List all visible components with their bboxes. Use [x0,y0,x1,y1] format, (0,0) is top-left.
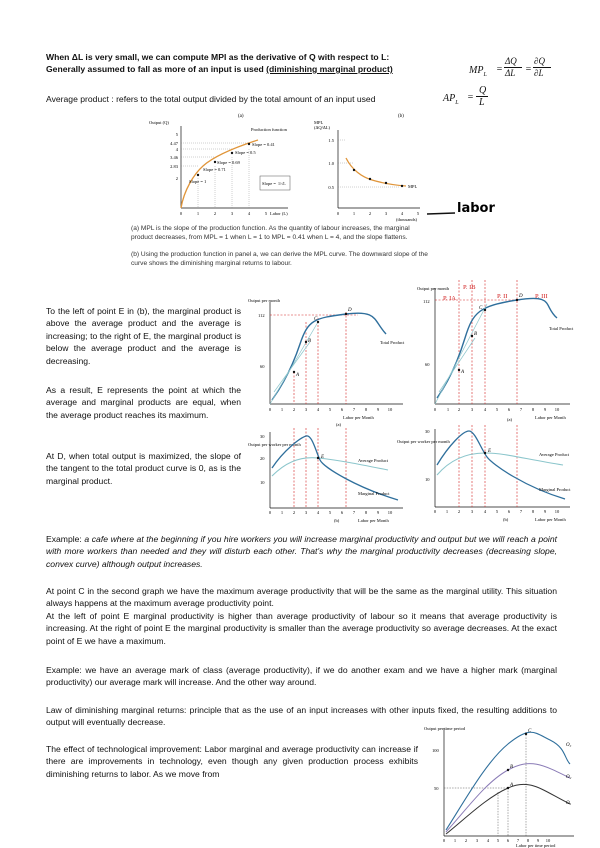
svg-text:4: 4 [483,509,487,514]
svg-text:9: 9 [543,407,547,412]
example-cafe [46,533,557,570]
svg-text:2: 2 [292,407,296,412]
law-diminishing-returns: Law of diminishing marginal returns: principle that as the use of an input increases with other inputs fixed, the resulting additions to output will eventually decrease. [46,705,557,728]
svg-text:0: 0 [442,838,446,843]
point-d: D [348,308,352,313]
fig2-val-60: 60 [260,364,265,369]
mpl-sub: L [483,72,487,78]
example-cafe-text: a cafe where at the beginning if you hire workers you will increase marginal productivity and output but we will reach a point with more workers than needed and they will disturb each other. That's why the marginal productivity decreases (decreasing slope, convex curve) although output increases. [46,534,557,569]
svg-text:6: 6 [340,510,344,515]
svg-text:4: 4 [316,510,320,515]
phase-ii: P. II [497,293,508,300]
svg-text:5: 5 [328,407,332,412]
intro-line-2-text: Generally assumed to fall as more of an input is used [46,64,267,74]
handwritten-text: labor [457,201,495,216]
svg-text:8: 8 [364,510,368,515]
mpl-lhs: MP [469,65,484,76]
mpl-eq1: = [496,64,503,75]
fig3-top-tag: (a) [507,417,512,422]
intro-line-1: When ΔL is very small, we can compute MPl as the derivative of Q with respect to L: [46,52,390,62]
mpl-eq2: = [525,64,532,75]
figure1-panel-a [148,112,298,222]
fig2b-ylabel: Output per worker per month [248,442,301,447]
fig3-total-product: Total Product [549,326,574,331]
xa-tick: 3 [230,211,234,216]
fig4-val-50: 50 [434,786,439,791]
svg-text:3: 3 [470,407,474,412]
svg-text:3: 3 [475,838,479,843]
svg-text:5: 5 [496,838,500,843]
svg-text:1: 1 [280,510,284,515]
fig3-bottom-tag: (b) [503,517,509,522]
yb-tick: 0.5 [328,185,334,190]
apl-formula: $AP_L$ = Q L [443,85,487,108]
svg-text:0: 0 [433,407,437,412]
svg-text:3: 3 [470,509,474,514]
svg-text:3: 3 [304,510,308,515]
point-b: B [308,339,312,344]
panel-a-ylabel: Output (Q) [149,120,169,125]
slope-1: Slope = 1 [189,179,207,184]
apl-den: L [479,97,485,108]
fig2b-labor-label: Labor per Month [358,518,389,523]
svg-text:8: 8 [526,838,530,843]
svg-text:10: 10 [554,509,560,514]
svg-text:4: 4 [486,838,490,843]
para-point-d: At D, when total output is maximized, the slope of the tangent to the total product curve is 0, as is the marginal product. [46,451,241,486]
slope-box-label: Slope = [262,181,276,186]
phase-ib: P. IB [463,284,476,291]
svg-text:4: 4 [316,407,320,412]
phase-iii: P. III [535,293,548,300]
ya-tick: 3.46 [170,155,178,160]
fig4-curve-o2: O₂ [566,775,572,780]
mpl-d2: ∂L [534,68,544,78]
svg-text:10: 10 [387,407,393,412]
ya-tick: 5 [175,132,178,137]
svg-text:C: C [479,306,483,311]
fig2b-val-20: 20 [260,456,265,461]
svg-text:8: 8 [531,509,535,514]
svg-text:9: 9 [376,510,380,515]
svg-text:6: 6 [340,407,344,412]
fig2-top-tag: (a) [336,422,341,427]
svg-text:9: 9 [376,407,380,412]
svg-text:1: 1 [445,509,449,514]
handwritten-labor [425,198,495,218]
slope-05: Slope = 0.5 [235,150,256,155]
fig4-ylabel: Output per time period [424,726,466,731]
svg-text:6: 6 [507,509,511,514]
svg-text:1: 1 [446,407,450,412]
point-e: E [321,455,325,460]
fig2b-val-30: 30 [260,434,265,439]
svg-text:6: 6 [507,407,511,412]
svg-text:3: 3 [304,407,308,412]
yb-tick: 1.0 [328,161,334,166]
slope-box-fraction: 1/√L [278,181,286,186]
svg-text:9: 9 [543,509,547,514]
svg-text:10: 10 [387,510,393,515]
fig3b-val-10: 10 [425,477,430,482]
figure3-top [415,280,575,425]
xb-tick: 2 [368,211,372,216]
para-left-of-e: At the left of point E marginal productivity is higher than average productivity of labour so it means that average productivity is increasing. At the right of point E the marginal productivity is smaller than the average productivity so average decreases. At the exact point of E we have a maximum. [46,611,557,646]
svg-text:7: 7 [352,407,356,412]
slope-041: Slope = 0.41 [252,142,275,147]
slope-069: Slope = 0.69 [217,160,240,165]
svg-text:7: 7 [519,509,523,514]
svg-text:E: E [488,449,492,454]
svg-text:1: 1 [280,407,284,412]
fig2-ylabel: Output per month [248,298,280,303]
svg-text:5: 5 [495,509,499,514]
mpl-formula [469,56,559,86]
diminishing-mp-link: (diminishing marginal product) [266,64,393,74]
svg-text:10: 10 [554,407,560,412]
mpl-d1: ΔL [505,68,516,78]
fig2b-val-10: 10 [260,480,265,485]
yb-tick: 1.5 [328,138,334,143]
fig2-labor-label: Labor per Month [343,415,374,420]
xb-tick: 5 [416,211,420,216]
para-as-a-result: As a result, E represents the point at which the average and marginal products are equal, when the average product reaches its maximum. [46,385,241,420]
ya-tick: 4.47 [170,141,178,146]
xa-tick: 1 [196,211,200,216]
xb-tick: 4 [400,211,404,216]
svg-text:0: 0 [268,510,272,515]
mpl-curve-label: MPL [408,184,418,189]
panel-a-tag: (a) [238,114,244,119]
caption-b: (b) Using the production function in panel a, we can derive the MPL curve. The downward slope of the curve shows the diminishing marginal returns to labour. [131,251,428,267]
svg-text:5: 5 [495,407,499,412]
fig3-labor-label: Labor per Month [535,415,566,420]
apl-sub: L [455,100,459,106]
fig4-val-100: 100 [432,748,439,753]
svg-text:2: 2 [464,838,468,843]
svg-text:B: B [474,332,478,337]
production-function-label: Production function [251,127,287,132]
figure3-bottom [395,425,575,525]
panel-b-xlabel: (thousands) [396,217,417,222]
phase-ia: P. IA [443,295,457,302]
fig3b-labor-label: Labor per Month [535,517,566,522]
fig3-marginal-product: Marginal Product [539,487,571,492]
svg-text:10: 10 [545,838,551,843]
fig3-val-60: 60 [425,362,430,367]
fig3-val-112: 112 [423,299,430,304]
fig2-bottom-tag: (b) [334,518,340,523]
svg-text:1: 1 [453,838,457,843]
svg-text:A: A [461,370,465,375]
svg-text:D: D [519,294,523,299]
tech-improvement: The effect of technological improvement: Labor marginal and average productivity can increase if there are improvements in technology, even though any given production process exhibits diminishing returns to labor. As we move from [46,744,418,779]
point-a: A [296,373,300,378]
panel-a-xlabel: Labor (L) [270,211,288,216]
fig4-curve-o3: O₃ [566,743,572,748]
fig4-point-a: A [510,783,514,788]
fig4-point-c: C [528,729,532,734]
fig2-marginal-product: Marginal Product [358,491,390,496]
svg-text:5: 5 [328,510,332,515]
svg-text:7: 7 [352,510,356,515]
xa-tick: 0 [179,211,183,216]
fig3-average-product: Average Product [539,452,570,457]
svg-text:0: 0 [268,407,272,412]
svg-text:2: 2 [292,510,296,515]
example-cafe-label: Example: [46,534,85,544]
ya-tick: 4 [175,147,178,152]
apl-lhs: AP [443,93,456,104]
svg-text:2: 2 [457,407,461,412]
panel-b-ylabel2: (ΔQ/ΔL) [314,125,331,130]
average-product-text: Average product : refers to the total output divided by the total amount of an input used [46,94,376,104]
xb-tick: 1 [352,211,356,216]
fig4-curve-o1: O₁ [566,801,572,806]
xa-tick: 2 [213,211,217,216]
fig3-ylabel: Output per month [417,286,449,291]
xb-tick: 3 [384,211,388,216]
svg-text:7: 7 [519,407,523,412]
svg-text:4: 4 [483,407,487,412]
intro-line-2 [46,63,466,75]
svg-text:7: 7 [516,838,520,843]
fig4-point-b: B [510,765,514,770]
para-point-c: At point C in the second graph we have the maximum average productivity that will be the same as the marginal utility. This situation always happens at the maximum average productivity point. [46,586,557,609]
ya-tick: 2.83 [170,164,178,169]
panel-b-tag: (b) [398,114,404,119]
slope-071: Slope = 0.71 [203,167,226,172]
fig3b-ylabel: Output per worker per month [397,439,450,444]
svg-text:8: 8 [364,407,368,412]
apl-num: Q [479,85,487,96]
ya-tick: 2 [175,176,178,181]
xb-tick: 0 [336,211,340,216]
fig2-average-product: Average Product [358,458,389,463]
xa-tick: 5 [264,211,268,216]
para-point-e: To the left of point E in (b), the marginal product is above the average product and the average is increasing; to the right of E, the marginal product is below the average product and the average is decreasing. [46,306,241,366]
svg-text:9: 9 [536,838,540,843]
svg-text:8: 8 [531,407,535,412]
svg-text:6: 6 [506,838,510,843]
figure4-tech-shift [424,722,584,846]
fig2-val-112: 112 [258,313,265,318]
fig2-total-product: Total Product [380,340,405,345]
caption-a: (a) MPL is the slope of the production function. As the quantity of labour increases, the marginal product decreases, from MPL = 1 when L = 1 to MPL = 0.41 when L = 4, and the slope flattens. [131,225,410,241]
panel-b-ylabel: MPL [314,120,324,125]
fig3b-val-30: 30 [425,429,430,434]
example-marks: Example: we have an average mark of class (average productivity), if we do another exam and we have a higher mark (marginal productivity) our average mark will increase. And the other way around. [46,665,557,688]
xa-tick: 4 [247,211,251,216]
figure2-bottom [248,428,408,524]
figure2-top [248,282,408,427]
figure1-panel-b [310,112,425,222]
point-c: C [314,317,318,322]
svg-text:0: 0 [433,509,437,514]
mpl-n1: ΔQ [505,56,517,66]
mpl-n2: ∂Q [534,56,545,66]
fig4-xlabel: Labor per time period [516,843,556,848]
svg-text:2: 2 [457,509,461,514]
